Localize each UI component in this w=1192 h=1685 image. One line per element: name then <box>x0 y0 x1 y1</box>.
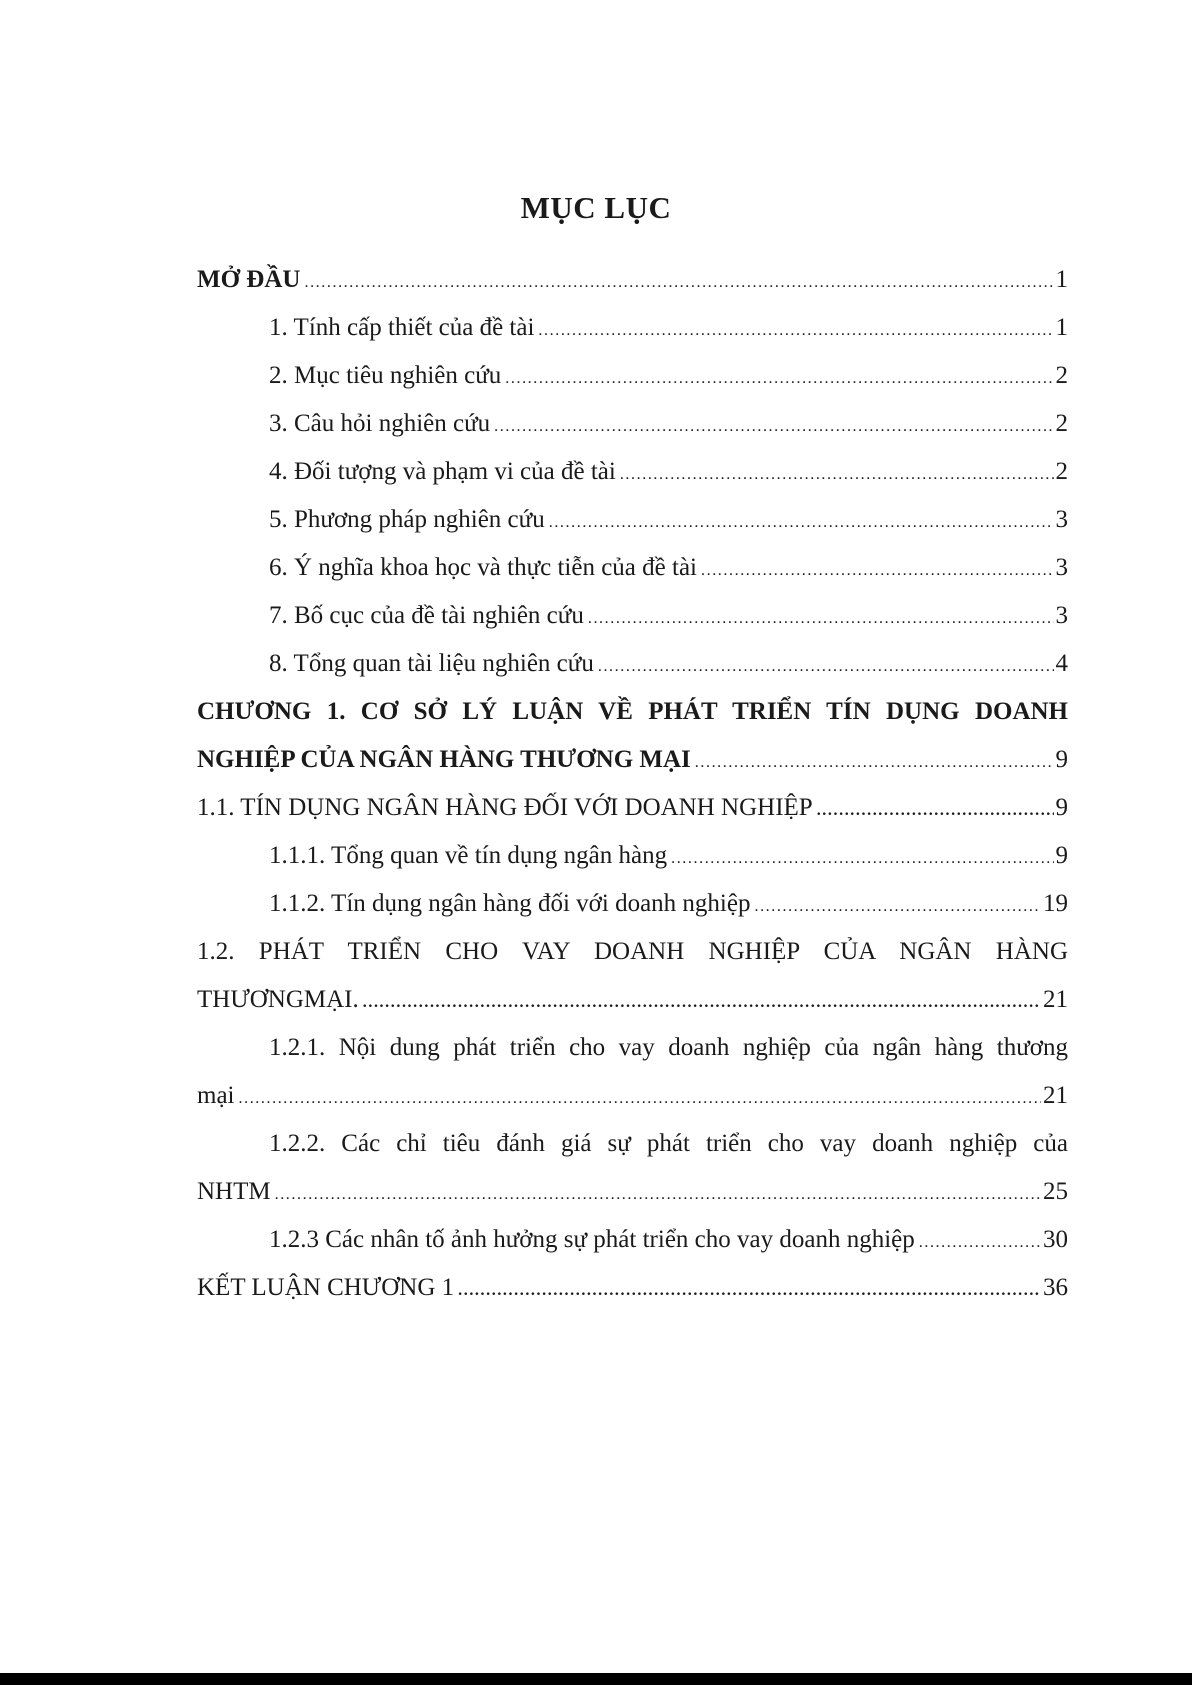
dot-leader <box>549 499 1054 547</box>
toc-entry-label: MỞ ĐẦU <box>197 266 301 293</box>
toc-entry-chapter-1[interactable] <box>197 736 1068 784</box>
dot-leader <box>458 1267 1041 1315</box>
toc-page-number: 1 <box>1055 266 1068 293</box>
toc-entry-1-2-2-line-1[interactable]: 1.2.2. Các chỉ tiêu đánh giá sự phát triển cho vay doanh nghiệp của <box>269 1130 1068 1157</box>
toc-entry-label: 1.1. TÍN DỤNG NGÂN HÀNG ĐỐI VỚI DOANH NGHIỆP <box>197 794 813 821</box>
dot-leader <box>494 403 1053 451</box>
dot-leader <box>538 307 1053 355</box>
dot-leader <box>919 1219 1041 1267</box>
table-of-contents <box>197 256 1068 1312</box>
toc-entry-label: KẾT LUẬN CHƯƠNG 1 <box>197 1274 455 1301</box>
toc-page-number: 21 <box>1043 1082 1068 1109</box>
toc-page-number: 9 <box>1055 842 1068 869</box>
toc-entry-1-2-1-line-1[interactable]: 1.2.1. Nội dung phát triển cho vay doanh nghiệp của ngân hàng thương <box>269 1034 1068 1061</box>
toc-entry-1-2-1[interactable] <box>197 1072 1068 1120</box>
toc-entry-label: 8. Tổng quan tài liệu nghiên cứu <box>269 650 594 677</box>
toc-entry[interactable] <box>197 400 1068 448</box>
toc-entry[interactable] <box>197 304 1068 352</box>
toc-entry-mo-dau[interactable] <box>197 256 1068 304</box>
toc-page-number: 3 <box>1055 554 1068 581</box>
toc-entry-label: 5. Phương pháp nghiên cứu <box>269 506 545 533</box>
dot-leader <box>598 643 1054 691</box>
toc-entry-1-1-2[interactable] <box>197 880 1068 928</box>
toc-chapter-1-line-1[interactable]: CHƯƠNG 1. CƠ SỞ LÝ LUẬN VỀ PHÁT TRIỂN TÍN DỤNG DOANH <box>197 698 1068 725</box>
toc-entry-1-2-line-1[interactable]: 1.2. PHÁT TRIỂN CHO VAY DOANH NGHIỆP CỦA NGÂN HÀNG <box>197 938 1068 965</box>
toc-page-number: 2 <box>1055 410 1068 437</box>
toc-entry-label: 2. Mục tiêu nghiên cứu <box>269 362 502 389</box>
toc-page-number: 3 <box>1055 506 1068 533</box>
toc-entry-label: NHTM <box>197 1178 271 1205</box>
dot-leader <box>239 1075 1042 1123</box>
toc-title: MỤC LỤC <box>520 190 672 225</box>
page-bottom-edge <box>0 1673 1192 1685</box>
dot-leader <box>671 835 1053 883</box>
toc-entry-label: mại <box>197 1082 235 1109</box>
toc-page-number: 4 <box>1055 650 1068 677</box>
toc-page-number: 2 <box>1055 362 1068 389</box>
toc-entry-label: 3. Câu hỏi nghiên cứu <box>269 410 491 437</box>
toc-page-number: 9 <box>1055 794 1068 821</box>
dot-leader <box>620 451 1054 499</box>
dot-leader <box>817 787 1054 835</box>
toc-page-number: 21 <box>1043 986 1068 1013</box>
toc-entry[interactable] <box>197 544 1068 592</box>
toc-entry[interactable] <box>197 496 1068 544</box>
toc-page-number: 25 <box>1043 1178 1068 1205</box>
toc-entry-label: 1. Tính cấp thiết của đề tài <box>269 314 535 341</box>
toc-page-number: 2 <box>1055 458 1068 485</box>
toc-entry-label: THƯƠNGMẠI. <box>197 986 359 1013</box>
toc-entry-1-1[interactable] <box>197 784 1068 832</box>
dot-leader <box>505 355 1053 403</box>
dot-leader <box>275 1171 1041 1219</box>
toc-entry[interactable] <box>197 448 1068 496</box>
dot-leader <box>588 595 1054 643</box>
toc-entry-conclusion[interactable] <box>197 1264 1068 1312</box>
toc-entry-label: NGHIỆP CỦA NGÂN HÀNG THƯƠNG MẠI <box>197 746 691 773</box>
toc-entry-label: 1.1.1. Tổng quan về tín dụng ngân hàng <box>269 842 668 869</box>
toc-entry-label: 1.1.2. Tín dụng ngân hàng đối với doanh nghiệp <box>269 890 751 917</box>
dot-leader <box>701 547 1054 595</box>
toc-entry[interactable] <box>197 640 1068 688</box>
toc-entry-label: 1.2.3 Các nhân tố ảnh hưởng sự phát triển cho vay doanh nghiệp <box>269 1226 915 1253</box>
toc-entry[interactable] <box>197 592 1068 640</box>
toc-entry-1-2-3[interactable] <box>197 1216 1068 1264</box>
toc-entry-label: 7. Bố cục của đề tài nghiên cứu <box>269 602 584 629</box>
toc-page-number: 30 <box>1043 1226 1068 1253</box>
toc-page-number: 3 <box>1055 602 1068 629</box>
toc-entry-label: 6. Ý nghĩa khoa học và thực tiễn của đề tài <box>269 554 697 581</box>
toc-entry-label: 4. Đối tượng và phạm vi của đề tài <box>269 458 616 485</box>
dot-leader <box>304 259 1053 307</box>
toc-entry-1-2[interactable] <box>197 976 1068 1024</box>
toc-entry-1-1-1[interactable] <box>197 832 1068 880</box>
toc-entry-1-2-2[interactable] <box>197 1168 1068 1216</box>
toc-page-number: 19 <box>1043 890 1068 917</box>
toc-page-number: 9 <box>1055 746 1068 773</box>
toc-page-number: 1 <box>1055 314 1068 341</box>
toc-entry[interactable] <box>197 352 1068 400</box>
dot-leader <box>754 883 1041 931</box>
toc-page-number: 36 <box>1043 1274 1068 1301</box>
dot-leader <box>363 979 1041 1027</box>
dot-leader <box>695 739 1054 787</box>
